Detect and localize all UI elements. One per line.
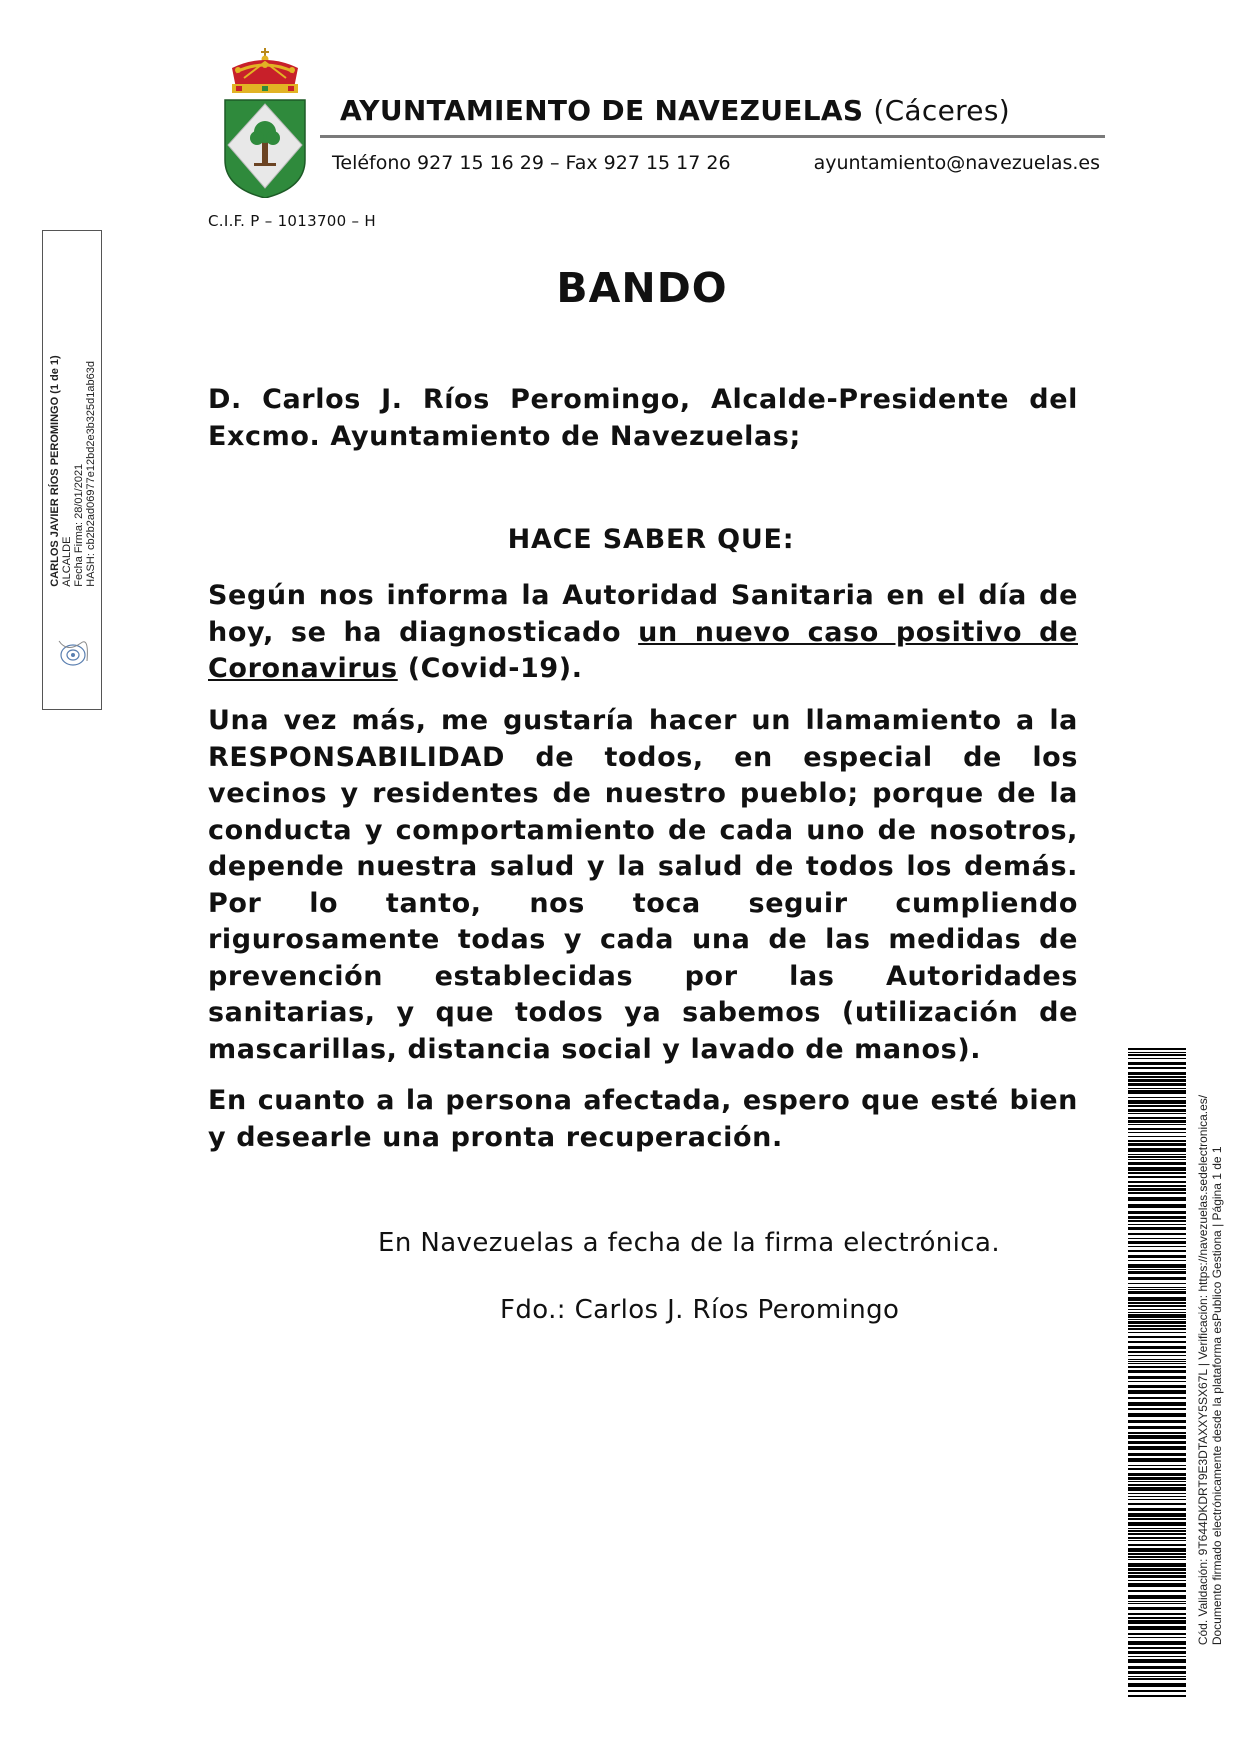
paragraph-1 [208,578,1078,688]
barcode-bar [1128,1385,1186,1388]
barcode-bar [1128,1250,1186,1252]
barcode-bar [1128,1088,1186,1089]
barcode-bar [1128,1283,1186,1284]
barcode-bar [1128,1269,1186,1270]
barcode-bar [1128,1197,1186,1201]
barcode-bar [1128,1390,1186,1394]
barcode-bar [1128,1117,1186,1119]
barcode-bar [1128,1185,1186,1187]
barcode-bar [1128,1336,1186,1338]
barcode-bar [1128,1361,1186,1362]
barcode-bar [1128,1548,1186,1552]
barcode-bar [1128,1105,1186,1107]
seal-icon [51,631,95,675]
barcode-bar [1128,1432,1186,1434]
coat-of-arms-logo [222,48,308,198]
email-address[interactable]: ayuntamiento@navezuelas.es [813,152,1100,174]
barcode-bar [1128,1413,1186,1417]
barcode-bar [1128,1601,1186,1602]
barcode-bar [1128,1465,1186,1466]
barcode-bar [1128,1220,1186,1222]
barcode-bar [1128,1633,1186,1635]
barcode-bar [1128,1128,1186,1130]
barcode-bar [1128,1271,1186,1274]
barcode-bar [1128,1314,1186,1318]
barcode-bar [1128,1666,1186,1669]
stamp-hash: HASH: cb2b2ad06977e12bd2e3b325d1ab63d [85,361,97,587]
stamp-signer: CARLOS JAVIER RÍOS PEROMINGO (1 de 1) [49,355,61,587]
barcode-bar [1128,1508,1186,1511]
barcode-bar [1128,1052,1186,1053]
barcode-bar [1128,1690,1186,1692]
barcode-bar [1128,1518,1186,1520]
barcode-bar [1128,1172,1186,1174]
barcode-bar [1128,1109,1186,1112]
barcode-bar [1128,1325,1186,1327]
barcode-bar [1128,1402,1186,1406]
barcode-bar [1128,1493,1186,1494]
phone-fax: Teléfono 927 15 16 29 – Fax 927 15 17 26 [332,152,731,174]
barcode-bar [1128,1277,1186,1280]
barcode-bar [1128,1227,1186,1230]
barcode-bar [1128,1181,1186,1183]
barcode-bar [1128,1079,1186,1082]
barcode-bar [1128,1620,1186,1624]
barcode-bar [1128,1162,1186,1165]
barcode-bar [1128,1659,1186,1663]
barcode-bar [1128,1559,1186,1560]
barcode-bar [1128,1192,1186,1194]
intro-paragraph: D. Carlos J. Ríos Peromingo, Alcalde-Presidente del Excmo. Ayuntamiento de Navezuelas; [208,384,1078,452]
place-date: En Navezuelas a fecha de la firma electrónica. [378,1228,1000,1258]
organization-title [340,94,1010,127]
barcode-bar [1128,1477,1186,1480]
barcode-bar [1128,1297,1186,1301]
barcode-bar [1128,1617,1186,1619]
barcode-bar [1128,1626,1186,1630]
barcode-bar [1128,1446,1186,1450]
barcode-bar [1128,1568,1186,1571]
barcode-bar [1128,1312,1186,1313]
barcode-bar [1128,1120,1186,1123]
barcode-bar [1128,1695,1186,1697]
barcode-bar [1128,1058,1186,1059]
barcode-bar [1128,1487,1186,1491]
barcode-bar [1128,1264,1186,1268]
barcode-bar [1128,1397,1186,1399]
barcode-bar [1128,1481,1186,1482]
barcode-bar [1128,1499,1186,1500]
barcode-bar [1128,1224,1186,1225]
barcode-bar [1128,1676,1186,1677]
barcode-bar [1128,1140,1186,1142]
header-divider [320,135,1105,138]
province: (Cáceres) [873,94,1010,127]
barcode-bar [1128,1289,1186,1290]
barcode-bar [1128,1309,1186,1310]
barcode-bar [1128,1062,1186,1065]
barcode-bar [1128,1167,1186,1171]
barcode-bar [1128,1090,1186,1094]
barcode-bar [1128,1381,1186,1382]
barcode-bar [1128,1537,1186,1539]
barcode-bar [1128,1176,1186,1178]
barcode-bar [1128,1332,1186,1333]
barcode-bar [1128,1260,1186,1261]
barcode-bar [1128,1603,1186,1604]
stamp-date: Fecha Firma: 28/01/2021 [73,463,85,587]
barcode-bar [1128,1246,1186,1247]
barcode-bar [1128,1370,1186,1373]
barcode-bar [1128,1054,1186,1056]
barcode-bar [1128,1341,1186,1343]
barcode-bar [1128,1211,1186,1214]
barcode-bar [1128,1544,1186,1546]
barcode-bar [1128,1351,1186,1353]
barcode-bar [1128,1580,1186,1581]
barcode-bar [1128,1113,1186,1114]
barcode-bar [1128,1484,1186,1486]
barcode-bar [1128,1188,1186,1191]
barcode-bar [1128,1641,1186,1645]
barcode-bar [1128,1441,1186,1444]
barcode-bar [1128,1468,1186,1470]
barcode-bar [1128,1453,1186,1456]
barcode-bar [1128,1420,1186,1423]
barcode-bar [1128,1595,1186,1599]
barcode-bar [1128,1496,1186,1497]
barcode-bar [1128,1647,1186,1649]
barcode-bar [1128,1154,1186,1155]
barcode-bar [1128,1363,1186,1364]
barcode-bar [1128,1528,1186,1529]
barcode-bar [1128,1590,1186,1592]
barcode-bar [1128,1583,1186,1587]
document-title: BANDO [556,264,728,312]
stamp-role: ALCALDE [61,536,73,587]
barcode-bar [1128,1473,1186,1476]
barcode-bar [1128,1656,1186,1657]
barcode-bar [1128,1083,1186,1086]
paragraph-1-underlined: un nuevo caso positivo de Coronavirus [208,616,1078,684]
barcode-bar [1128,1067,1186,1069]
barcode-bar [1128,1346,1186,1349]
barcode-bar [1128,1408,1186,1410]
barcode-bar [1128,1651,1186,1654]
barcode-bar [1128,1366,1186,1368]
barcode-bar [1128,1359,1186,1360]
barcode-bar [1128,1233,1186,1235]
barcode-bar [1128,1291,1186,1294]
barcode-bar [1128,1683,1186,1687]
barcode-bar [1128,1132,1186,1133]
barcode-bar [1128,1156,1186,1158]
barcode-bar [1128,1426,1186,1429]
barcode-bar [1128,1100,1186,1104]
barcode-bar [1128,1321,1186,1324]
verification-code: Cód. Validación: 9T644DKDRT9E3DTAXXY5SX67L | Verificación: https://navezuelas.sedelectronica.es/ [1196,1094,1210,1646]
paragraph-1-start: Según nos informa la Autoridad Sanitaria en el día de hoy, se ha diagnosticado [208,580,1078,648]
paragraph-3: En cuanto a la persona afectada, espero que esté bien y desearle una pronta recuperación. [208,1085,1078,1153]
barcode-bar [1128,1255,1186,1258]
paragraph-1-end: (Covid-19). [397,653,583,684]
barcode-bar [1128,1503,1186,1505]
barcode-bar [1128,1376,1186,1379]
barcode-bar [1128,1328,1186,1330]
barcode-bar [1128,1572,1186,1574]
barcode-bar [1128,1136,1186,1137]
signature-line: Fdo.: Carlos J. Ríos Peromingo [500,1295,900,1325]
barcode-bar [1128,1553,1186,1555]
verification-text [1196,1095,1224,1645]
barcode-bar [1128,1637,1186,1638]
subheading: HACE SABER QUE: [507,524,795,555]
barcode-bar [1128,1305,1186,1307]
barcode-bar [1128,1241,1186,1244]
barcode-bar [1128,1097,1186,1098]
barcode-bar [1128,1355,1186,1356]
barcode-bar [1128,1671,1186,1674]
barcode-bar [1128,1540,1186,1541]
barcode-bar [1128,1216,1186,1219]
barcode-bar [1128,1319,1186,1320]
barcode-bar [1128,1678,1186,1680]
barcode-bar [1128,1072,1186,1075]
barcode-bar [1128,1302,1186,1304]
barcode-bar [1128,1607,1186,1610]
barcode-bar [1128,1048,1186,1050]
barcode-bar [1128,1238,1186,1239]
barcode-bar [1128,1204,1186,1208]
barcode-bar [1128,1124,1186,1125]
barcode-bar [1128,1530,1186,1532]
verification-platform: Documento firmado electrónicamente desde la plataforma esPublico Gestiona | Página 1 de 1 [1210,1146,1224,1646]
barcode-bar [1128,1148,1186,1152]
barcode-bar [1128,1287,1186,1288]
barcode-bar [1128,1533,1186,1535]
paragraph-2: Una vez más, me gustaría hacer un llamamiento a la RESPONSABILIDAD de todos, en especial de los vecinos y residentes de nuestro pueblo; porque de la conducta y comportamiento de cada uno de nosotros, depende nuestra salud y la salud de todos los demás. Por lo tanto, nos toca seguir cumpliendo rigurosamente todas y cada una de las medidas de prevención establecidas por las Autoridades sanitarias, y que todos ya sabemos (utilización de mascarillas, distancia social y lavado de manos). [208,705,1078,1065]
barcode-bar [1128,1458,1186,1462]
organization-name: AYUNTAMIENTO DE NAVEZUELAS [340,94,864,127]
barcode-bar [1128,1575,1186,1578]
barcode-bar [1128,1076,1186,1078]
barcode-bar [1128,1513,1186,1517]
barcode-bar [1128,1435,1186,1439]
barcode-bar [1128,1556,1186,1558]
barcode-bar [1128,1613,1186,1615]
barcode-bar [1128,1522,1186,1526]
barcode-bar [1128,1159,1186,1160]
barcode-bar [1128,1563,1186,1567]
barcode [1128,1048,1186,1700]
cif-number: C.I.F. P – 1013700 – H [208,212,376,230]
barcode-bar [1128,1143,1186,1146]
